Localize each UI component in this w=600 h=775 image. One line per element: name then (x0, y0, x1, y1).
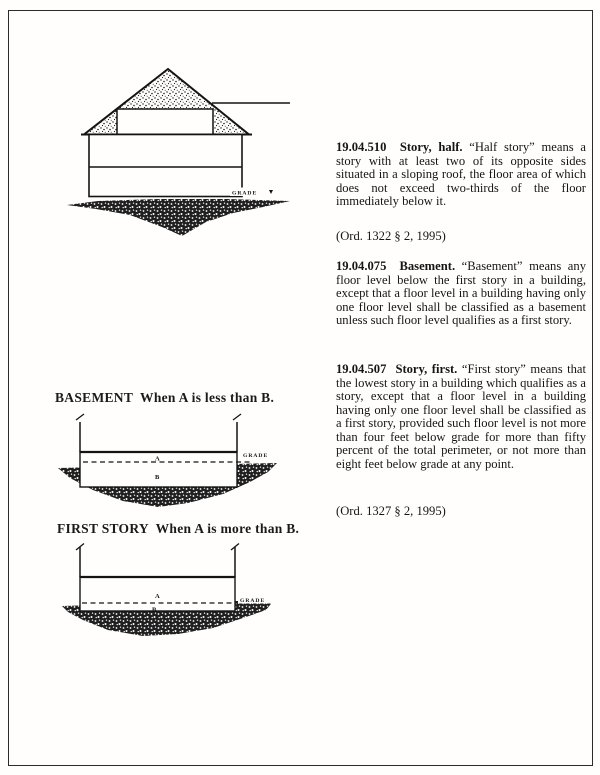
section-number-title: 19.04.075 Basement. (336, 259, 456, 273)
grade-label: GRADE (232, 190, 258, 197)
basement-diagram (38, 410, 298, 525)
right-post-tick (233, 414, 241, 420)
label-b: B (152, 606, 157, 614)
label-a: A (155, 593, 160, 600)
section-body: “Half story” means a story with at least two of its opposite sides situated in a sloping roof, the floor area of which does not exceed two-thirds of the floor immediately below it. (336, 140, 586, 208)
ground-stipple (67, 199, 290, 236)
first-story-diagram (38, 542, 298, 647)
half-story-diagram (58, 55, 298, 250)
building-body (89, 135, 242, 197)
ordinance-line: (Ord. 1322 § 2, 1995) (336, 229, 446, 243)
section-number-title: 19.04.510 Story, half. (336, 140, 463, 154)
first-story-caption: FIRST STORY When A is more than B. (57, 521, 300, 536)
grade-label: GRADE (240, 598, 266, 604)
section-body: “Basement” means any floor level below the first story in a building, except that a floor level in a building having only one floor level shall be classified as a basement unless such floor level qualifies as a first story. (336, 259, 586, 327)
section-basement (336, 260, 586, 328)
section-number-title: 19.04.507 Story, first. (336, 362, 458, 376)
basement-caption: BASEMENT When A is less than B. (55, 390, 275, 405)
section-story-half (336, 141, 586, 209)
ordinance-line: (Ord. 1327 § 2, 1995) (336, 504, 446, 518)
half-story-room (117, 109, 213, 135)
grade-label: GRADE (243, 453, 269, 459)
section-story-first (336, 363, 586, 471)
label-a: A (155, 455, 160, 463)
section-body: “First story” means that the lowest story in a building which qualifies as a story, except that a floor level in a building having only one floor level shall be classified as a first story, provided such floor level is not more than four feet below grade for more than fifty percent of the total perimeter, or not more than eight feet below grade at any point. (336, 362, 587, 471)
left-post-tick (76, 414, 84, 420)
label-b: B (155, 474, 160, 481)
